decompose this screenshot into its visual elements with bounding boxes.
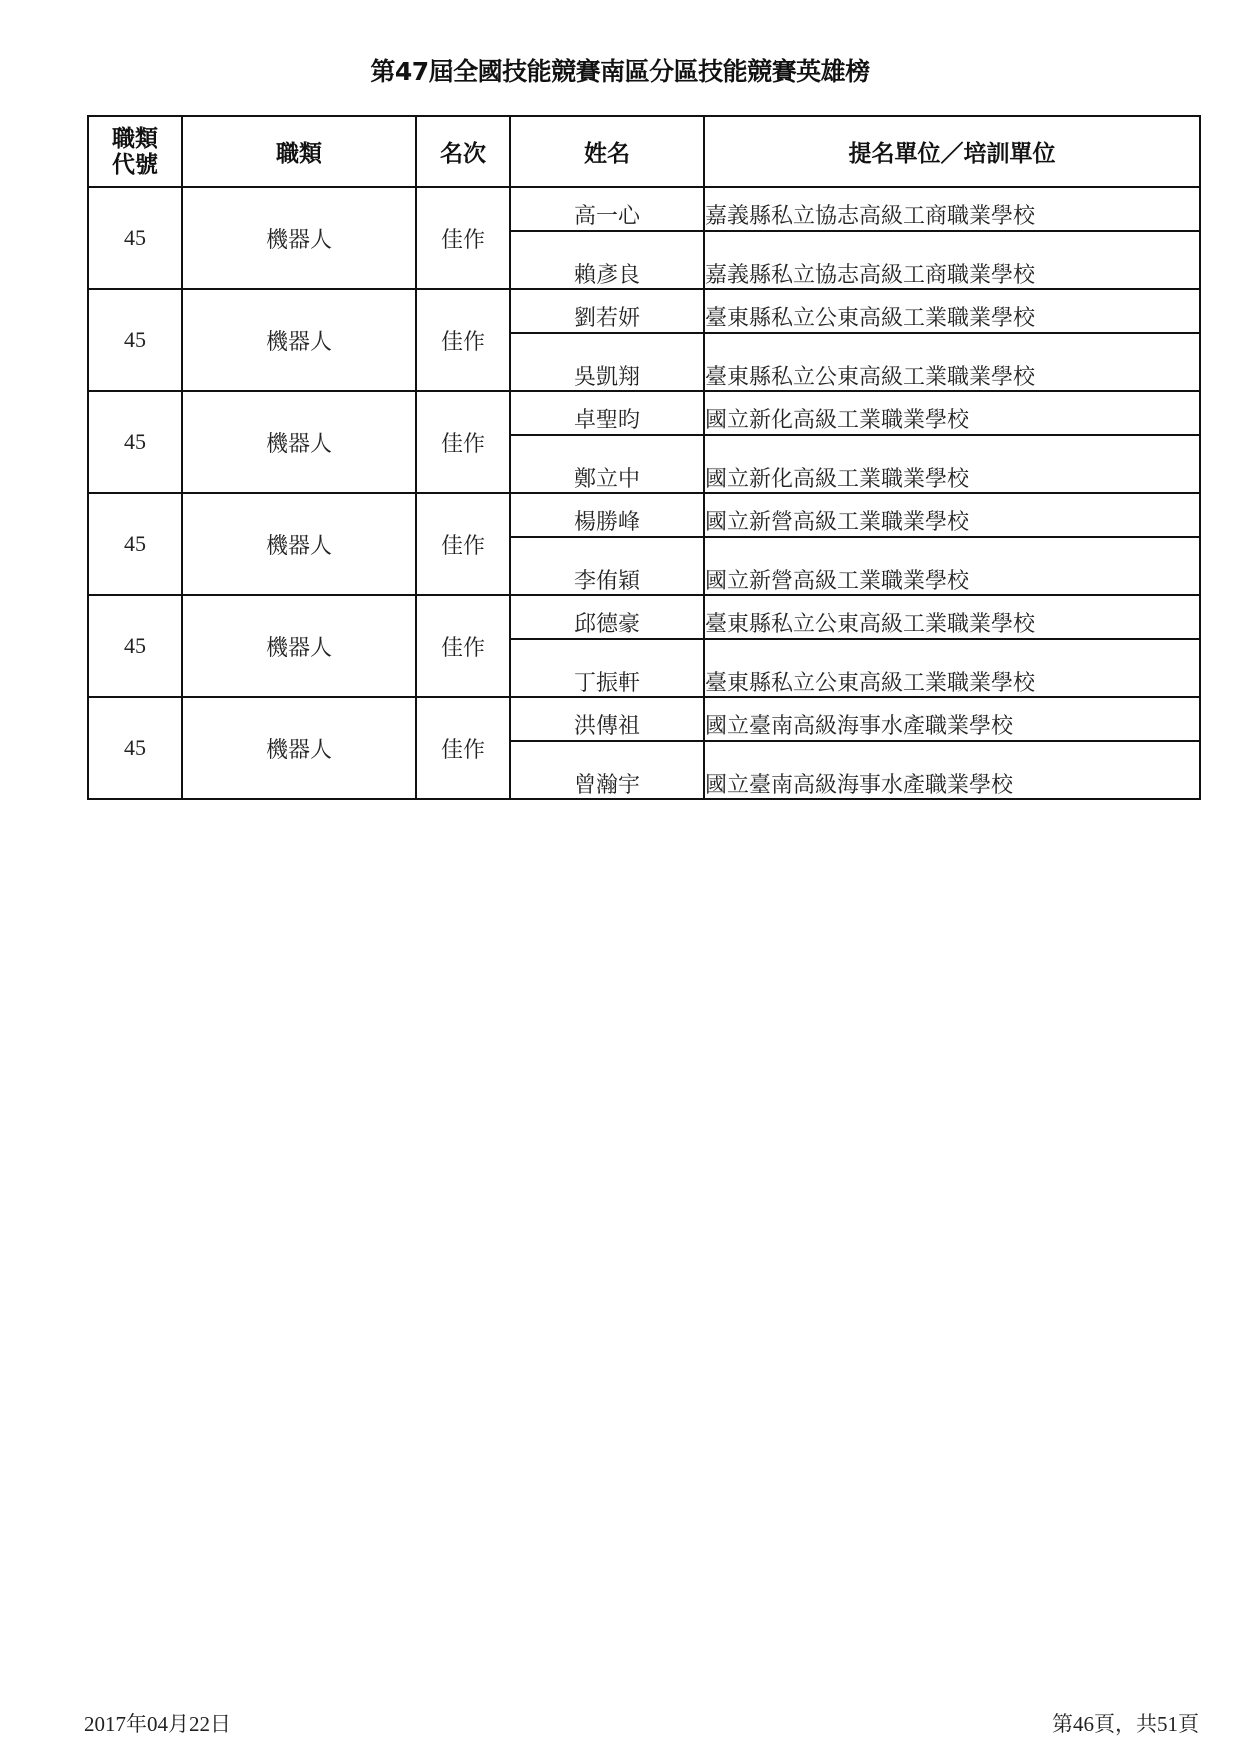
trade-cell: 機器人 (182, 595, 416, 697)
trade-cell: 機器人 (182, 697, 416, 799)
table-header-row (88, 116, 1200, 187)
school-cell: 臺東縣私立公東高級工業職業學校 (704, 595, 1200, 639)
school-cell: 國立新化高級工業職業學校 (704, 435, 1200, 493)
name-cell: 高一心 (510, 187, 704, 231)
rank-cell: 佳作 (416, 187, 510, 289)
trade-code-cell: 45 (88, 595, 182, 697)
table-row (88, 493, 1200, 537)
header-school: 提名單位／培訓單位 (704, 116, 1200, 187)
table-row (88, 289, 1200, 333)
results-table (87, 115, 1201, 800)
name-cell: 邱德豪 (510, 595, 704, 639)
document-title: 第47屆全國技能競賽南區分區技能競賽英雄榜 (370, 57, 870, 86)
name-cell: 吳凱翔 (510, 333, 704, 391)
header-trade: 職類 (182, 116, 416, 187)
footer-date: 2017年04月22日 (84, 1712, 231, 1736)
name-cell: 卓聖昀 (510, 391, 704, 435)
trade-cell: 機器人 (182, 493, 416, 595)
trade-cell: 機器人 (182, 289, 416, 391)
name-cell: 劉若妍 (510, 289, 704, 333)
trade-code-cell: 45 (88, 187, 182, 289)
rank-cell: 佳作 (416, 493, 510, 595)
school-cell: 嘉義縣私立協志高級工商職業學校 (704, 231, 1200, 289)
school-cell: 臺東縣私立公東高級工業職業學校 (704, 639, 1200, 697)
trade-code-cell: 45 (88, 493, 182, 595)
table-row (88, 187, 1200, 231)
school-cell: 嘉義縣私立協志高級工商職業學校 (704, 187, 1200, 231)
trade-code-cell: 45 (88, 391, 182, 493)
school-cell: 國立新化高級工業職業學校 (704, 391, 1200, 435)
name-cell: 鄭立中 (510, 435, 704, 493)
rank-cell: 佳作 (416, 697, 510, 799)
trade-code-cell: 45 (88, 289, 182, 391)
header-name: 姓名 (510, 116, 704, 187)
table-row (88, 697, 1200, 741)
name-cell: 洪傳祖 (510, 697, 704, 741)
school-cell: 國立臺南高級海事水產職業學校 (704, 741, 1200, 799)
school-cell: 國立新營高級工業職業學校 (704, 537, 1200, 595)
trade-cell: 機器人 (182, 187, 416, 289)
school-cell: 國立臺南高級海事水產職業學校 (704, 697, 1200, 741)
rank-cell: 佳作 (416, 289, 510, 391)
school-cell: 臺東縣私立公東高級工業職業學校 (704, 289, 1200, 333)
header-trade-code: 職類 代號 (88, 116, 182, 187)
trade-code-cell: 45 (88, 697, 182, 799)
school-cell: 國立新營高級工業職業學校 (704, 493, 1200, 537)
rank-cell: 佳作 (416, 391, 510, 493)
table-row (88, 595, 1200, 639)
footer-page-number: 第46頁，共51頁 (1052, 1712, 1199, 1736)
name-cell: 丁振軒 (510, 639, 704, 697)
name-cell: 楊勝峰 (510, 493, 704, 537)
trade-cell: 機器人 (182, 391, 416, 493)
name-cell: 賴彥良 (510, 231, 704, 289)
header-rank: 名次 (416, 116, 510, 187)
name-cell: 李侑穎 (510, 537, 704, 595)
rank-cell: 佳作 (416, 595, 510, 697)
school-cell: 臺東縣私立公東高級工業職業學校 (704, 333, 1200, 391)
name-cell: 曾瀚宇 (510, 741, 704, 799)
table-body (88, 187, 1200, 799)
table-row (88, 391, 1200, 435)
